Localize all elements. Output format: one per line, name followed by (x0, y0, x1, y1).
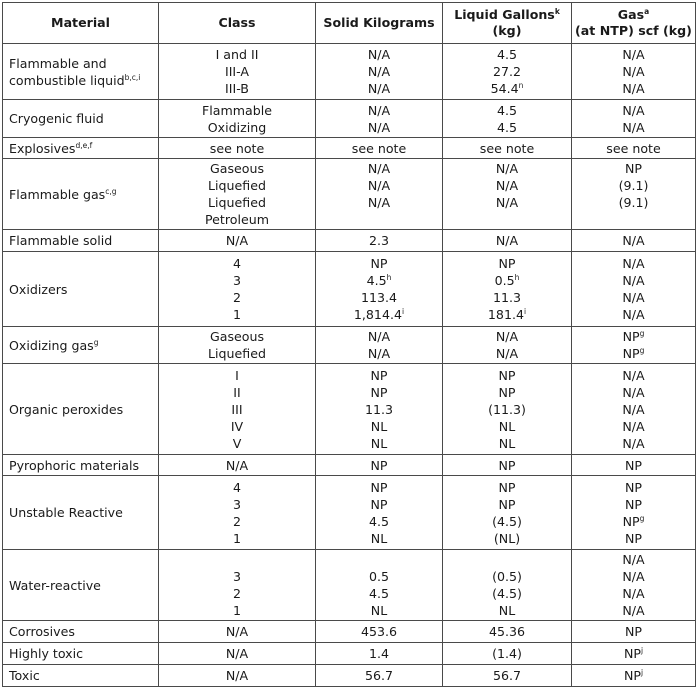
cls-value: IV (230, 418, 244, 434)
gas-value: N/A (622, 256, 645, 271)
cls-value: N/A (225, 624, 249, 639)
solid-value: N/A (367, 195, 391, 210)
header-liquid: Liquid Gallons$^k$ (kg) (443, 3, 572, 44)
solid-value: NL (370, 603, 388, 618)
cls-cell (159, 159, 316, 230)
gas-value: see note (606, 140, 661, 156)
cls-cell (159, 364, 316, 455)
gas-cell (572, 44, 696, 100)
material-cell (3, 327, 159, 364)
solid-cell (316, 159, 443, 230)
solid-value: 56.7 (364, 668, 394, 683)
material-cell (3, 159, 159, 230)
gas-value: N/A (622, 102, 645, 118)
liquid-value: NP (498, 256, 516, 271)
material-name: Explosives (9, 140, 76, 156)
liquid-value: N/A (495, 195, 519, 210)
gas-value: $NP^j$ (623, 646, 644, 661)
material-cell (3, 100, 159, 138)
material-cell (3, 364, 159, 455)
material-name: Oxidizers (9, 281, 68, 297)
liquid-value (443, 551, 571, 568)
liquid-value: 27.2 (492, 64, 522, 79)
cls-value: Liquefied (208, 195, 266, 210)
table-row (3, 138, 696, 159)
solid-value: N/A (367, 178, 391, 193)
material-cell (3, 550, 159, 621)
gas-value: (9.1) (618, 195, 649, 210)
cls-value: III-A (224, 64, 250, 79)
solid-cell (316, 665, 443, 687)
gas-cell (572, 621, 696, 643)
liquid-value: (1.4) (492, 646, 522, 661)
cls-value: Oxidizing (207, 119, 267, 135)
liquid-cell (443, 252, 572, 327)
liquid-cell (443, 643, 572, 665)
liquid-cell (443, 476, 572, 550)
cls-value: 3 (232, 496, 241, 512)
cls-value: III (231, 401, 243, 417)
solid-cell (316, 550, 443, 621)
cls-value: N/A (225, 646, 249, 661)
gas-cell (572, 643, 696, 665)
solid-value: 453.6 (360, 624, 398, 639)
liquid-cell (443, 159, 572, 230)
solid-cell (316, 252, 443, 327)
gas-value: N/A (622, 552, 645, 567)
material-name: Unstable Reactive (9, 505, 123, 520)
solid-value: N/A (367, 64, 391, 79)
solid-value: 1,814.4$^i$ (353, 307, 405, 322)
solid-value: NP (370, 496, 388, 512)
table-row (3, 621, 696, 643)
material-cell (3, 252, 159, 327)
liquid-value: (4.5) (492, 513, 522, 529)
liquid-value: 4.5 (496, 102, 518, 118)
gas-value: $NP^g$ (622, 513, 645, 529)
table-body (3, 44, 696, 687)
solid-value: NP (370, 367, 388, 383)
gas-cell (572, 364, 696, 455)
liquid-value: NP (498, 457, 516, 473)
cls-value: II (233, 384, 241, 400)
cls-value: Flammable (202, 102, 272, 118)
material-footnote: d,e,f (75, 140, 93, 150)
cls-value: 4 (232, 256, 241, 271)
liquid-cell (443, 100, 572, 138)
liquid-cell (443, 230, 572, 252)
cls-cell (159, 476, 316, 550)
gas-value: N/A (622, 119, 645, 135)
gas-value: N/A (622, 384, 645, 400)
gas-cell (572, 455, 696, 476)
liquid-value: see note (479, 140, 535, 156)
table-row (3, 476, 696, 550)
header-row (3, 3, 696, 44)
material-name: Highly toxic (9, 646, 84, 661)
value-footnote: h (386, 273, 392, 282)
material-footnote: c,g (105, 186, 117, 196)
cls-value: 2 (232, 513, 241, 529)
cls-cell (159, 621, 316, 643)
cls-cell (159, 550, 316, 621)
solid-cell (316, 327, 443, 364)
liquid-cell (443, 364, 572, 455)
gas-cell (572, 252, 696, 327)
liquid-value (443, 211, 571, 228)
material-name: Oxidizing gas (9, 337, 94, 353)
table-row (3, 44, 696, 100)
liquid-value: NL (498, 603, 516, 618)
cls-cell (159, 455, 316, 476)
cls-value: 3 (232, 273, 241, 288)
cls-value: Gaseous (209, 161, 265, 176)
solid-cell (316, 138, 443, 159)
material-cell (3, 476, 159, 550)
solid-value: NP (370, 479, 388, 495)
cls-value (159, 551, 315, 568)
cls-value: N/A (225, 233, 249, 248)
liquid-value: N/A (495, 161, 519, 176)
liquid-cell (443, 455, 572, 476)
value-footnote: g (639, 513, 645, 523)
gas-value: N/A (622, 603, 645, 618)
solid-cell (316, 621, 443, 643)
value-footnote: g (639, 329, 645, 338)
gas-cell (572, 138, 696, 159)
solid-value: NP (370, 457, 388, 473)
material-cell (3, 138, 159, 159)
solid-value: NP (370, 384, 388, 400)
solid-cell (316, 476, 443, 550)
cls-cell (159, 230, 316, 252)
gas-cell (572, 550, 696, 621)
liquid-value: N/A (495, 346, 519, 361)
header-class: Class (159, 3, 316, 44)
cls-value: I and II (215, 47, 259, 62)
hazard-quantity-table (2, 2, 696, 687)
solid-value: N/A (367, 346, 391, 361)
liquid-cell (443, 621, 572, 643)
header-gas: Gas$^a$ (at NTP) scf (kg) (572, 3, 696, 44)
gas-cell (572, 230, 696, 252)
cls-cell (159, 100, 316, 138)
gas-cell (572, 159, 696, 230)
gas-cell (572, 327, 696, 364)
liquid-cell (443, 138, 572, 159)
cls-value: 3 (232, 569, 241, 584)
liquid-cell (443, 665, 572, 687)
gas-value: N/A (622, 290, 645, 305)
liquid-value: NP (498, 384, 516, 400)
solid-value: N/A (367, 161, 391, 176)
gas-value: N/A (622, 47, 645, 62)
liquid-value: NP (498, 367, 516, 383)
solid-value: NL (370, 418, 388, 434)
gas-value: NP (624, 479, 642, 495)
solid-value: 4.5$^h$ (366, 273, 392, 288)
liquid-value: 56.7 (492, 668, 522, 683)
cls-value: V (232, 435, 242, 451)
material-name: Water-reactive (9, 577, 101, 593)
solid-value: NL (370, 530, 388, 546)
solid-value: N/A (367, 329, 391, 344)
cls-value: I (235, 367, 239, 383)
liquid-value: 4.5 (496, 47, 518, 62)
solid-value (316, 211, 442, 228)
material-name: Flammable and combustible liquid (9, 55, 125, 88)
liquid-value: NP (498, 479, 516, 495)
cls-cell (159, 665, 316, 687)
solid-value: N/A (367, 102, 391, 118)
material-name: Flammable gas (9, 186, 106, 202)
material-cell (3, 643, 159, 665)
table-row (3, 100, 696, 138)
solid-value: 0.5 (368, 569, 390, 584)
cls-value: Petroleum (205, 212, 269, 227)
cls-value: 1 (232, 530, 241, 546)
gas-value: N/A (622, 64, 645, 79)
table-row (3, 455, 696, 476)
cls-cell (159, 643, 316, 665)
material-cell (3, 665, 159, 687)
liquid-value: (4.5) (492, 586, 522, 601)
cls-cell (159, 44, 316, 100)
material-cell (3, 455, 159, 476)
cls-value: 1 (232, 603, 241, 618)
solid-value: 4.5 (368, 586, 390, 601)
material-cell (3, 230, 159, 252)
header-solid: Solid Kilograms (316, 3, 443, 44)
solid-cell (316, 44, 443, 100)
solid-value: N/A (367, 81, 391, 96)
solid-value (316, 551, 442, 568)
liquid-value: (NL) (493, 530, 521, 546)
gas-value: NP (624, 530, 642, 546)
material-cell (3, 44, 159, 100)
value-footnote: i (401, 307, 405, 316)
gas-value: $NP^j$ (623, 668, 644, 683)
liquid-value: 11.3 (492, 290, 522, 305)
table-row (3, 643, 696, 665)
material-name: Pyrophoric materials (9, 457, 140, 473)
liquid-value: NL (498, 435, 516, 451)
solid-value: N/A (367, 47, 391, 62)
gas-cell (572, 100, 696, 138)
solid-cell (316, 455, 443, 476)
cls-value: 2 (232, 586, 241, 601)
material-cell (3, 621, 159, 643)
solid-value: see note (351, 140, 407, 156)
material-name: Organic peroxides (9, 401, 124, 417)
liquid-cell (443, 44, 572, 100)
cls-value: Gaseous (209, 329, 265, 344)
liquid-value: (11.3) (488, 401, 526, 417)
cls-value: 2 (232, 290, 241, 305)
gas-value: $NP^g$ (622, 329, 645, 344)
value-footnote: h (514, 273, 520, 282)
table-row (3, 364, 696, 455)
gas-value: N/A (622, 367, 645, 383)
gas-value: N/A (622, 233, 645, 248)
gas-cell (572, 665, 696, 687)
table-row (3, 550, 696, 621)
solid-value: 2.3 (368, 233, 390, 248)
liquid-value: N/A (495, 178, 519, 193)
liquid-value: N/A (495, 329, 519, 344)
gas-value: N/A (622, 307, 645, 322)
solid-cell (316, 230, 443, 252)
liquid-value: NP (498, 496, 516, 512)
solid-cell (316, 643, 443, 665)
solid-cell (316, 100, 443, 138)
table-row (3, 665, 696, 687)
gas-value: NP (624, 161, 642, 176)
gas-value: NP (624, 496, 642, 512)
cls-cell (159, 138, 316, 159)
table-row (3, 159, 696, 230)
gas-value: NP (624, 624, 642, 639)
material-footnote: g (93, 337, 99, 347)
liquid-value: (0.5) (492, 569, 522, 584)
value-footnote: n (518, 81, 524, 90)
gas-value: N/A (622, 418, 645, 434)
cls-cell (159, 252, 316, 327)
solid-value: NP (370, 256, 388, 271)
gas-value: N/A (622, 401, 645, 417)
value-footnote: i (523, 307, 527, 316)
solid-value: 1.4 (368, 646, 390, 661)
table-row (3, 230, 696, 252)
liquid-value: NL (498, 418, 516, 434)
liquid-value: 4.5 (496, 119, 518, 135)
material-footnote: b,c,i (124, 72, 141, 82)
gas-value: N/A (622, 435, 645, 451)
header-material: Material (3, 3, 159, 44)
solid-value: N/A (367, 119, 391, 135)
gas-cell (572, 476, 696, 550)
liquid-value: 0.5$^h$ (494, 273, 520, 288)
material-name: Toxic (9, 668, 40, 683)
liquid-cell (443, 327, 572, 364)
cls-value: N/A (225, 457, 249, 473)
cls-cell (159, 327, 316, 364)
value-footnote: j (640, 646, 644, 655)
gas-value: N/A (622, 569, 645, 584)
solid-value: NL (370, 435, 388, 451)
material-name: Cryogenic fluid (9, 111, 104, 126)
liquid-value: 181.4$^i$ (487, 307, 527, 322)
gas-value: (9.1) (618, 178, 649, 193)
value-footnote: g (639, 346, 645, 355)
value-footnote: j (640, 668, 644, 677)
table-row (3, 252, 696, 327)
gas-value: N/A (622, 81, 645, 96)
cls-value: see note (209, 140, 265, 156)
liquid-value: 54.4$^n$ (490, 81, 524, 96)
cls-value: Liquefied (208, 346, 266, 361)
solid-value: 11.3 (364, 401, 394, 417)
liquid-value: N/A (495, 233, 519, 248)
liquid-value: 45.36 (488, 624, 526, 639)
cls-value: 4 (232, 479, 241, 495)
cls-value: III-B (225, 81, 249, 96)
solid-value: 113.4 (360, 290, 398, 305)
solid-value: 4.5 (368, 513, 390, 529)
table-row (3, 327, 696, 364)
gas-value (572, 211, 695, 228)
gas-value: $NP^g$ (622, 346, 645, 361)
gas-value: NP (624, 457, 642, 473)
cls-value: 1 (232, 307, 241, 322)
cls-value: N/A (225, 668, 249, 683)
material-name: Flammable solid (9, 233, 113, 248)
liquid-cell (443, 550, 572, 621)
solid-cell (316, 364, 443, 455)
cls-value: Liquefied (208, 178, 266, 193)
gas-value: N/A (622, 273, 645, 288)
gas-value: N/A (622, 586, 645, 601)
material-name: Corrosives (9, 624, 75, 639)
